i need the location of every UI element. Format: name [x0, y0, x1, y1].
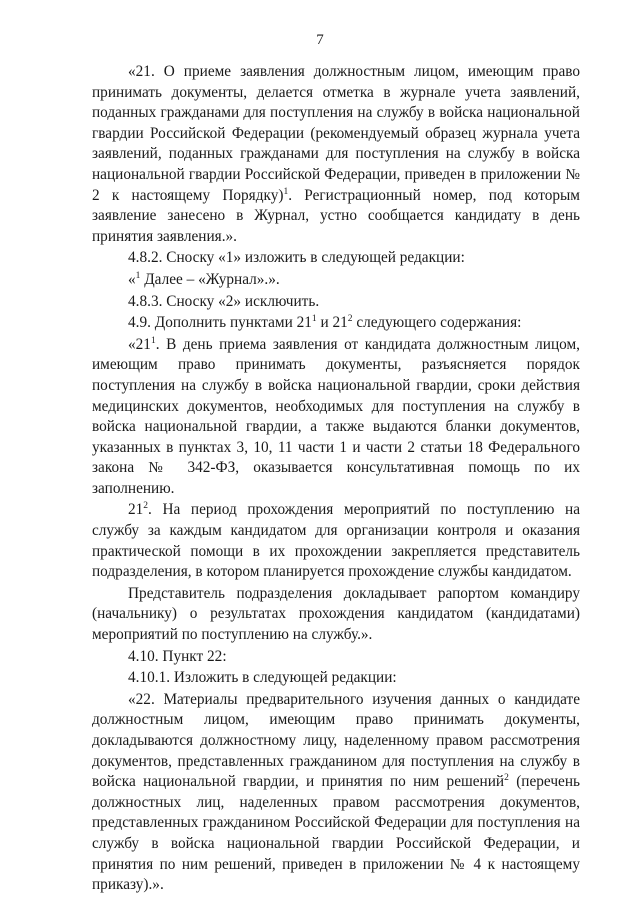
- page-number: 7: [316, 32, 324, 48]
- footnote-ref-1: 1: [283, 186, 289, 197]
- paragraph-clause-21-1: «$21^1$. В день приема заявления от кандидата должностным лицом, имеющим право принимать документы, разъясняется порядок поступления на службу в войска национальной гвардии, сроки действия медицинских документов, необходимых для поступления на службу в войска национальной гвардии, а также выдаются бланки документов, указанных в пунктах 3, 10, 11 части 1 и части 2 статьи 18 Федерального закона № 342-ФЗ, оказывается консультативная помощь по их заполнению.: [92, 335, 580, 497]
- paragraph-clause-21: «21. О приеме заявления должностным лицом, имеющим право принимать документы, делается отметка в журнале учета заявлений, поданных гражданами для поступления на службу в войска национальной гвардии Российской Федерации (рекомендуемый образец журнала учета заявлений, поданных гражданами для поступления на службу в войска национальной гвардии Российской Федерации, приведен в приложении № 2 к настоящему Порядку)$^1$. Регистрационный номер, под которым заявление занесено в Журнал, устно сообщается кандидату в день принятия заявления.».: [92, 63, 580, 245]
- paragraph-4-10-1: 4.10.1. Изложить в следующей редакции:: [128, 669, 397, 687]
- paragraph-4-8-3: 4.8.3. Сноску «2» исключить.: [128, 292, 320, 310]
- footnote-ref-2: 2: [504, 773, 509, 784]
- paragraph-4-9: 4.9. Дополнить пунктами $21^1$ и $21^2$ следующего содержания:: [128, 314, 522, 332]
- paragraph-representative-report: Представитель подразделения докладывает рапортом командиру (начальнику) о результатах прохождения кандидатом (кандидатами) мероприятий по поступлению на службу.».: [92, 584, 580, 644]
- paragraph-clause-21-2: $21^2$. На период прохождения мероприятий по поступлению на службу за каждым кандидатом для организации контроля и оказания практической помощи в их прохождении закрепляется представитель подразделения, в котором планируется прохождение службы кандидатом.: [92, 501, 580, 581]
- superscript-index: 1: [311, 314, 317, 325]
- superscript-index: 2: [347, 314, 353, 325]
- superscript-index: 2: [143, 501, 149, 512]
- paragraph-footnote-1-text: «$^1$ Далее – «Журнал».».: [128, 270, 280, 288]
- paragraph-clause-22: «22. Материалы предварительного изучения данных о кандидате должностным лицом, имеющим право принимать документы, докладываются должностному лицу, наделенному правом рассмотрения документов, представленных гражданином для поступления на службу в войска национальной гвардии, и принятия по ним решений$^2$ (перечень должностных лиц, наделенных правом рассмотрения документов, представленных гражданином Российской Федерации для поступления на службу в войска национальной гвардии Российской Федерации, и принятия по ним решений, приведен в приложении № 4 к настоящему приказу).».: [92, 690, 580, 894]
- paragraph-4-10: 4.10. Пункт 22:: [128, 647, 227, 665]
- paragraph-4-8-2: 4.8.2. Сноску «1» изложить в следующей редакции:: [128, 249, 465, 267]
- superscript-index: 1: [150, 335, 156, 346]
- footnote-ref-1: 1: [135, 270, 141, 281]
- document-body: [92, 62, 580, 896]
